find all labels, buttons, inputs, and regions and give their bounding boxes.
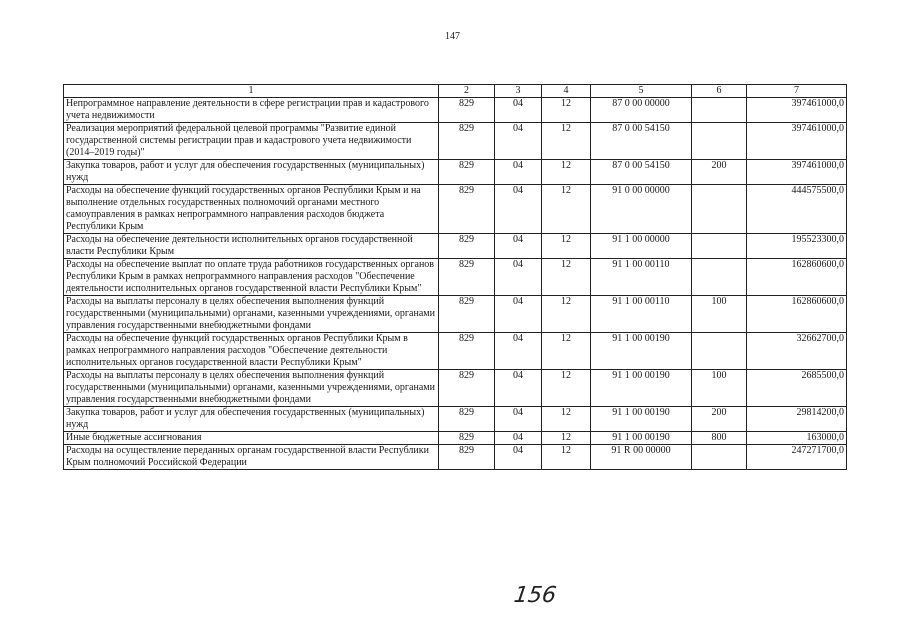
- row-description: Реализация мероприятий федеральной целевой программы "Развитие единой государственной системы регистрации прав и кадастрового учета недвижимости (2014–2019 годы)": [64, 123, 439, 160]
- row-description: Иные бюджетные ассигнования: [64, 432, 439, 445]
- row-code-5: 91 1 00 00190: [591, 407, 692, 432]
- row-code-5: 87 0 00 54150: [591, 160, 692, 185]
- row-description: Расходы на обеспечение выплат по оплате труда работников государственных органов Республики Крым в рамках непрограммного направления расходов "Обеспечение деятельности исполнительных органов государственной власти Республики Крым": [64, 259, 439, 296]
- row-code-3: 04: [495, 259, 542, 296]
- row-description: Расходы на обеспечение деятельности исполнительных органов государственной власти Республики Крым: [64, 234, 439, 259]
- row-code-2: 829: [439, 407, 495, 432]
- row-amount: 397461000,0: [747, 160, 847, 185]
- table-row: [64, 333, 847, 370]
- row-code-3: 04: [495, 445, 542, 470]
- row-amount: 247271700,0: [747, 445, 847, 470]
- row-code-2: 829: [439, 445, 495, 470]
- row-code-4: 12: [542, 259, 591, 296]
- table-row: [64, 234, 847, 259]
- column-header: 5: [591, 85, 692, 98]
- row-code-5: 91 0 00 00000: [591, 185, 692, 234]
- table-row: [64, 259, 847, 296]
- row-amount: 163000,0: [747, 432, 847, 445]
- row-code-4: 12: [542, 370, 591, 407]
- row-amount: 162860600,0: [747, 259, 847, 296]
- row-code-6: 100: [692, 296, 747, 333]
- budget-table: [63, 84, 847, 470]
- row-code-5: 87 0 00 00000: [591, 98, 692, 123]
- table-row: [64, 407, 847, 432]
- row-code-5: 91 1 00 00190: [591, 333, 692, 370]
- row-amount: 397461000,0: [747, 98, 847, 123]
- row-code-2: 829: [439, 333, 495, 370]
- row-code-2: 829: [439, 259, 495, 296]
- row-code-2: 829: [439, 234, 495, 259]
- row-code-6: 800: [692, 432, 747, 445]
- row-code-3: 04: [495, 234, 542, 259]
- table-row: [64, 185, 847, 234]
- table-row: [64, 160, 847, 185]
- row-code-5: 91 1 00 00190: [591, 370, 692, 407]
- row-code-6: 200: [692, 160, 747, 185]
- row-code-6: [692, 333, 747, 370]
- row-code-4: 12: [542, 432, 591, 445]
- row-code-4: 12: [542, 296, 591, 333]
- row-description: Расходы на выплаты персоналу в целях обеспечения выполнения функций государственными (муниципальными) органами, казенными учреждениями, органами управления государственными внебюджетными фондами: [64, 370, 439, 407]
- row-code-5: 91 R 00 00000: [591, 445, 692, 470]
- row-code-3: 04: [495, 432, 542, 445]
- row-code-4: 12: [542, 407, 591, 432]
- row-amount: 32662700,0: [747, 333, 847, 370]
- row-code-5: 87 0 00 54150: [591, 123, 692, 160]
- row-code-3: 04: [495, 185, 542, 234]
- row-code-5: 91 1 00 00190: [591, 432, 692, 445]
- row-code-2: 829: [439, 98, 495, 123]
- column-header: 1: [64, 85, 439, 98]
- row-code-6: 100: [692, 370, 747, 407]
- row-code-3: 04: [495, 296, 542, 333]
- row-code-4: 12: [542, 234, 591, 259]
- row-code-5: 91 1 00 00110: [591, 296, 692, 333]
- table-header-row: [64, 85, 847, 98]
- row-code-5: 91 1 00 00110: [591, 259, 692, 296]
- row-code-6: 200: [692, 407, 747, 432]
- row-code-3: 04: [495, 407, 542, 432]
- row-code-6: [692, 185, 747, 234]
- row-code-3: 04: [495, 98, 542, 123]
- row-code-4: 12: [542, 445, 591, 470]
- row-code-3: 04: [495, 160, 542, 185]
- row-code-6: [692, 98, 747, 123]
- row-code-4: 12: [542, 98, 591, 123]
- column-header: 7: [747, 85, 847, 98]
- row-code-5: 91 1 00 00000: [591, 234, 692, 259]
- row-code-4: 12: [542, 160, 591, 185]
- row-amount: 2685500,0: [747, 370, 847, 407]
- row-amount: 29814200,0: [747, 407, 847, 432]
- table-row: [64, 445, 847, 470]
- row-description: Расходы на выплаты персоналу в целях обеспечения выполнения функций государственными (муниципальными) органами, казенными учреждениями, органами управления государственными внебюджетными фондами: [64, 296, 439, 333]
- row-code-4: 12: [542, 333, 591, 370]
- row-amount: 162860600,0: [747, 296, 847, 333]
- table-row: [64, 432, 847, 445]
- column-header: 2: [439, 85, 495, 98]
- row-amount: 444575500,0: [747, 185, 847, 234]
- row-description: Расходы на обеспечение функций государственных органов Республики Крым и на выполнение отдельных государственных полномочий органами местного самоуправления в рамках непрограммного направления расходов бюджета Республики Крым: [64, 185, 439, 234]
- column-header: 4: [542, 85, 591, 98]
- table-row: [64, 370, 847, 407]
- row-code-6: [692, 445, 747, 470]
- row-code-2: 829: [439, 296, 495, 333]
- handwritten-page-number: 156: [512, 583, 558, 608]
- column-header: 3: [495, 85, 542, 98]
- row-description: Расходы на обеспечение функций государственных органов Республики Крым в рамках непрограммного направления расходов "Обеспечение деятельности исполнительных органов государственной власти Республики Крым": [64, 333, 439, 370]
- row-description: Закупка товаров, работ и услуг для обеспечения государственных (муниципальных) нужд: [64, 407, 439, 432]
- column-header: 6: [692, 85, 747, 98]
- row-description: Закупка товаров, работ и услуг для обеспечения государственных (муниципальных) нужд: [64, 160, 439, 185]
- table-row: [64, 296, 847, 333]
- row-code-3: 04: [495, 123, 542, 160]
- row-description: Непрограммное направление деятельности в сфере регистрации прав и кадастрового учета недвижимости: [64, 98, 439, 123]
- row-code-2: 829: [439, 160, 495, 185]
- table-row: [64, 98, 847, 123]
- row-code-2: 829: [439, 123, 495, 160]
- row-amount: 397461000,0: [747, 123, 847, 160]
- row-code-4: 12: [542, 123, 591, 160]
- row-code-3: 04: [495, 333, 542, 370]
- row-code-6: [692, 123, 747, 160]
- row-code-2: 829: [439, 185, 495, 234]
- table-row: [64, 123, 847, 160]
- row-code-6: [692, 259, 747, 296]
- row-amount: 195523300,0: [747, 234, 847, 259]
- row-code-3: 04: [495, 370, 542, 407]
- row-code-4: 12: [542, 185, 591, 234]
- row-description: Расходы на осуществление переданных органам государственной власти Республики Крым полномочий Российской Федерации: [64, 445, 439, 470]
- table-body: [64, 98, 847, 470]
- page-number: 147: [445, 31, 460, 42]
- row-code-6: [692, 234, 747, 259]
- row-code-2: 829: [439, 432, 495, 445]
- row-code-2: 829: [439, 370, 495, 407]
